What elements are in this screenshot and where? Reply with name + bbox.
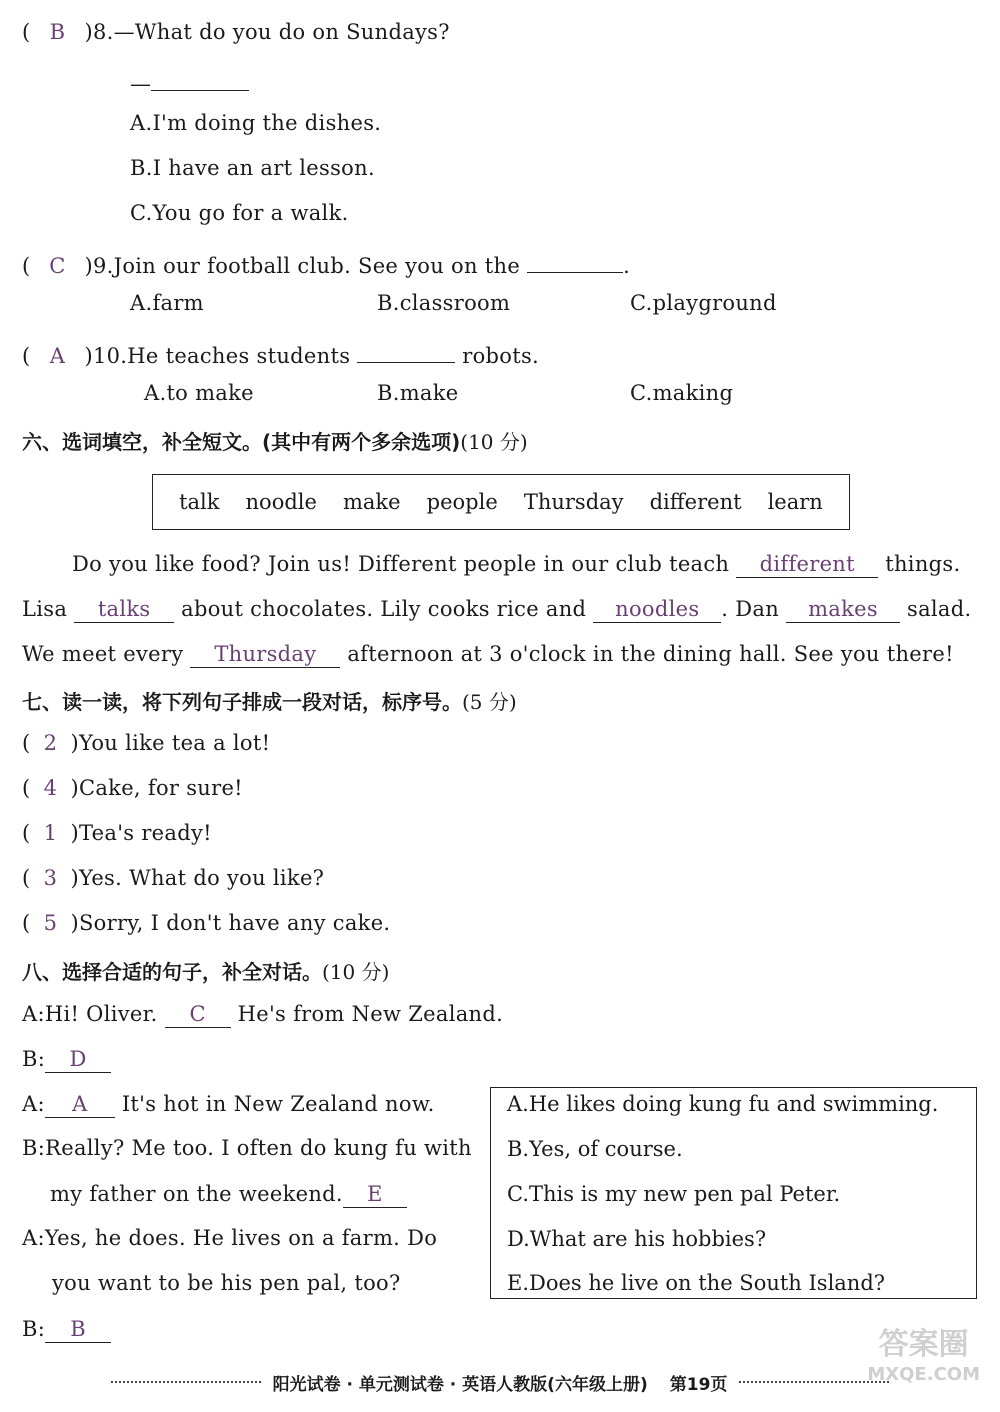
- dialogue-blank-2: D: [45, 1046, 111, 1073]
- dialogue-text: It's hot in New Zealand now.: [121, 1092, 435, 1116]
- section-7-heading: [22, 686, 517, 715]
- passage-line-1: [72, 551, 960, 578]
- dialogue-text: my father on the weekend.: [50, 1182, 343, 1206]
- word-bank-item: different: [649, 490, 742, 514]
- section-7-score: (5 分): [462, 690, 517, 714]
- dialogue-blank-4: E: [343, 1181, 407, 1208]
- paren-open: (: [22, 254, 31, 278]
- word-bank-item: Thursday: [523, 490, 624, 514]
- order-answer: 3: [43, 866, 58, 890]
- dialogue-line-1: [22, 1001, 503, 1028]
- dialogue-option-c: C.This is my new pen pal Peter.: [507, 1182, 841, 1206]
- question-8-stem: )8.—What do you do on Sundays?: [84, 20, 450, 44]
- section-6-heading: [22, 426, 528, 455]
- order-text: )You like tea a lot!: [70, 731, 271, 755]
- passage-text: afternoon at 3 o'clock in the dining hall. See you there!: [347, 642, 954, 666]
- paren-open: (: [22, 20, 31, 44]
- watermark-url: MXQE.COM: [867, 1364, 980, 1385]
- order-answer: 2: [43, 731, 58, 755]
- question-10: [22, 336, 539, 368]
- word-bank-item: noodle: [245, 490, 317, 514]
- passage-blank-5: Thursday: [190, 641, 340, 668]
- q10-blank: [357, 336, 455, 363]
- order-item: ( 2 )You like tea a lot!: [22, 731, 271, 755]
- reply-blank: [151, 64, 249, 91]
- dialogue-option-b: B.Yes, of course.: [507, 1137, 683, 1161]
- dialogue-line-6: A:Yes, he does. He lives on a farm. Do: [22, 1226, 438, 1250]
- dialogue-line-7: you want to be his pen pal, too?: [52, 1271, 401, 1295]
- question-9-stem: )9.Join our football club. See you on the: [84, 254, 521, 278]
- question-9: [22, 246, 630, 278]
- q10-option-c: C.making: [630, 381, 734, 405]
- passage-text: Lisa: [22, 597, 68, 621]
- order-item: ( 4 )Cake, for sure!: [22, 776, 243, 800]
- passage-text: We meet every: [22, 642, 184, 666]
- passage-text: Do you like food? Join us! Different people in our club teach: [72, 552, 730, 576]
- q9-option-a: A.farm: [130, 291, 204, 315]
- dialogue-options-box: [490, 1087, 977, 1299]
- passage-text: things.: [885, 552, 961, 576]
- word-bank-item: people: [426, 490, 498, 514]
- passage-blank-4: makes: [786, 596, 900, 623]
- passage-blank-3: noodles: [593, 596, 721, 623]
- q9-option-b: B.classroom: [377, 291, 511, 315]
- reply-dash: —: [130, 72, 152, 96]
- footer-title: 阳光试卷 · 单元测试卷 · 英语人教版(六年级上册): [272, 1374, 648, 1395]
- word-bank-item: learn: [767, 490, 823, 514]
- page-footer: [0, 1368, 1000, 1396]
- answer-q9: C: [49, 254, 66, 278]
- dialogue-blank-1: C: [165, 1001, 231, 1028]
- section-8-heading: [22, 956, 389, 985]
- dialogue-line-8: [22, 1316, 111, 1343]
- answer-q10: A: [49, 344, 66, 368]
- dialogue-line-2: [22, 1046, 111, 1073]
- watermark-logo: [867, 1327, 980, 1390]
- order-answer: 5: [43, 911, 58, 935]
- passage-blank-1: different: [736, 551, 878, 578]
- q8-reply-line: [130, 64, 249, 96]
- dialogue-blank-3: A: [45, 1091, 115, 1118]
- q10-option-a: A.to make: [144, 381, 254, 405]
- question-8: [22, 20, 450, 44]
- order-text: )Tea's ready!: [70, 821, 212, 845]
- section-8-title: 八、选择合适的句子，补全对话。: [22, 960, 322, 984]
- word-bank-item: talk: [179, 490, 220, 514]
- dialogue-text: B:: [22, 1317, 46, 1341]
- dialogue-line-3: [22, 1091, 435, 1118]
- question-10-stem: )10.He teaches students: [84, 344, 351, 368]
- q8-option-c: C.You go for a walk.: [130, 201, 349, 225]
- order-text: )Cake, for sure!: [70, 776, 243, 800]
- dialogue-line-5: [50, 1181, 407, 1208]
- q8-option-b: B.I have an art lesson.: [130, 156, 375, 180]
- word-bank: [152, 474, 850, 530]
- dialogue-text: B:: [22, 1047, 46, 1071]
- page-number: 第19页: [669, 1374, 728, 1395]
- q10-option-b: B.make: [377, 381, 459, 405]
- passage-text: salad.: [907, 597, 972, 621]
- section-7-title: 七、读一读，将下列句子排成一段对话，标序号。: [22, 690, 462, 714]
- order-answer: 1: [43, 821, 58, 845]
- paren-open: (: [22, 344, 31, 368]
- watermark-text: 答案圈: [878, 1327, 969, 1362]
- passage-blank-2: talks: [74, 596, 174, 623]
- dialogue-text: He's from New Zealand.: [237, 1002, 504, 1026]
- dialogue-blank-5: B: [45, 1316, 111, 1343]
- q9-blank: [527, 246, 623, 273]
- q10-stem-after: robots.: [462, 344, 540, 368]
- footer-divider: [111, 1381, 261, 1383]
- order-answer: 4: [43, 776, 58, 800]
- dialogue-option-e: E.Does he live on the South Island?: [507, 1271, 886, 1295]
- dialogue-line-4: B:Really? Me too. I often do kung fu with: [22, 1136, 472, 1160]
- passage-text: about chocolates. Lily cooks rice and: [181, 597, 587, 621]
- section-8-score: (10 分): [322, 960, 390, 984]
- word-bank-item: make: [343, 490, 401, 514]
- q8-option-a: A.I'm doing the dishes.: [130, 111, 382, 135]
- order-text: )Yes. What do you like?: [70, 866, 325, 890]
- dialogue-text: A:: [22, 1092, 45, 1116]
- order-text: )Sorry, I don't have any cake.: [70, 911, 391, 935]
- dialogue-text: A:Hi! Oliver.: [22, 1002, 158, 1026]
- order-item: ( 1 )Tea's ready!: [22, 821, 212, 845]
- order-item: ( 5 )Sorry, I don't have any cake.: [22, 911, 391, 935]
- section-6-score: (10 分): [460, 430, 528, 454]
- passage-line-3: [22, 641, 954, 668]
- q9-period: .: [623, 254, 631, 278]
- passage-line-2: [22, 596, 971, 623]
- order-item: ( 3 )Yes. What do you like?: [22, 866, 325, 890]
- passage-text: . Dan: [721, 597, 780, 621]
- dialogue-option-d: D.What are his hobbies?: [507, 1227, 767, 1251]
- dialogue-option-a: A.He likes doing kung fu and swimming.: [507, 1092, 939, 1116]
- section-6-title: 六、选词填空，补全短文。(其中有两个多余选项): [22, 430, 461, 454]
- answer-q8: B: [49, 20, 66, 44]
- q9-option-c: C.playground: [630, 291, 777, 315]
